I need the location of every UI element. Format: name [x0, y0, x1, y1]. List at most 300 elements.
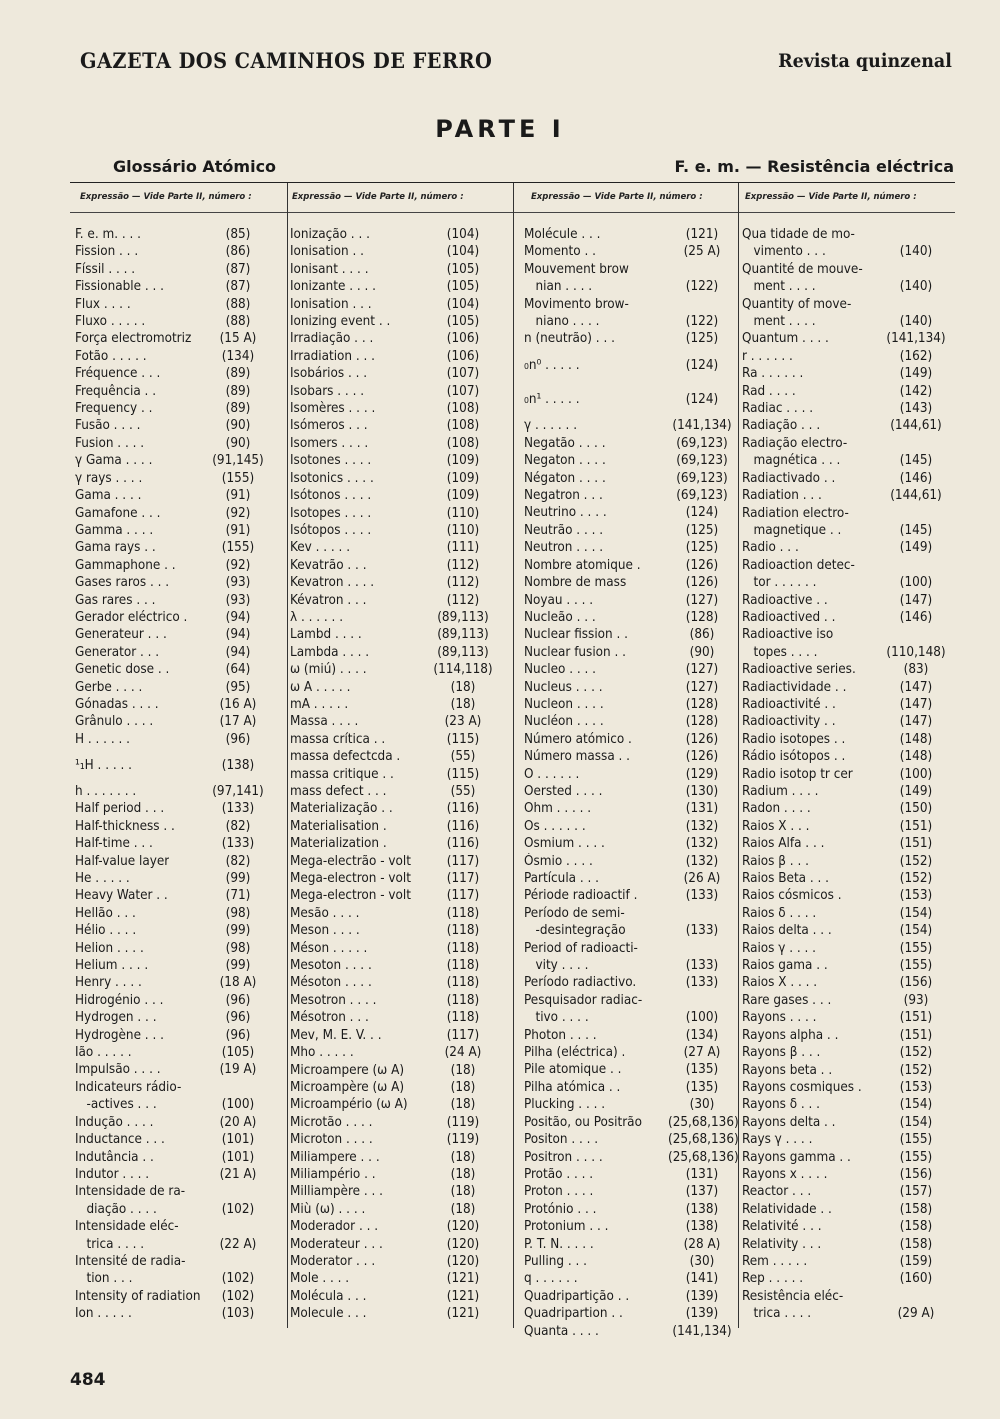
glossary-column-2 [290, 226, 494, 1323]
entry-term: Radioactivité . . [742, 696, 836, 712]
entry-term: Ionisation . . [290, 244, 364, 260]
entry-term: Movimento brow- [524, 296, 629, 312]
entry-term: Hydrogen . . . [75, 1010, 157, 1026]
entry-term: Radiação electro- [742, 435, 848, 451]
entry-reference: (133) [685, 888, 719, 904]
entry-reference: (25,68,136) [668, 1114, 739, 1130]
glossary-entry [75, 974, 267, 991]
entry-reference: (122) [685, 314, 719, 330]
glossary-entry [524, 1253, 736, 1270]
entry-reference: (124) [685, 392, 719, 408]
entry-reference: (101) [221, 1149, 255, 1165]
entry-reference: (100) [899, 766, 933, 782]
entry-term: Kevatrão . . . [290, 557, 367, 573]
entry-term: Rayons alpha . . [742, 1027, 839, 1043]
entry-term: Generator . . . [75, 644, 160, 660]
glossary-entry [75, 696, 267, 713]
entry-reference: (117) [446, 871, 480, 887]
entry-term: ment . . . . [742, 314, 816, 330]
entry-term: Rem . . . . . [742, 1253, 808, 1269]
entry-term: Rad . . . . [742, 383, 796, 399]
glossary-entry [742, 661, 947, 678]
glossary-entry [524, 1270, 736, 1287]
entry-term: Positão, ou Positrão [524, 1114, 642, 1130]
entry-term: Lambda . . . . [290, 644, 370, 660]
entry-term: Radiação . . . [742, 418, 821, 434]
entry-term: Neutrão . . . . [524, 522, 604, 538]
glossary-entry [742, 1305, 947, 1322]
column-separator [287, 183, 288, 1328]
entry-reference: (18) [450, 1201, 476, 1217]
glossary-range: F. e. m. — Resistência eléctrica [674, 157, 954, 176]
glossary-entry [524, 522, 736, 539]
glossary-entry [742, 1166, 947, 1183]
entry-term: massa defectcda . [290, 749, 401, 765]
glossary-entry [290, 1114, 494, 1131]
glossary-entry [290, 1253, 494, 1270]
entry-term: Méson . . . . . [290, 940, 368, 956]
entry-term: Indicateurs rádio- [75, 1079, 182, 1095]
entry-term: Pilha atómica . . [524, 1079, 621, 1095]
entry-term: Heavy Water . . [75, 888, 168, 904]
entry-reference: (55) [450, 749, 476, 765]
glossary-entry [75, 679, 267, 696]
entry-reference: (107) [446, 366, 480, 382]
entry-term: Isomères . . . . [290, 401, 376, 417]
entry-term: Impulsão . . . . [75, 1062, 161, 1078]
glossary-entry [290, 1149, 494, 1166]
glossary-entry [75, 417, 267, 434]
entry-term: Moderateur . . . [290, 1236, 383, 1252]
glossary-entry [524, 853, 736, 870]
glossary-entry [742, 679, 947, 696]
entry-term: Radio isotop tr cer [742, 766, 853, 782]
entry-reference: (83) [903, 662, 929, 678]
entry-term: Oersted . . . . [524, 783, 603, 799]
entry-reference: (141,134) [886, 331, 946, 347]
entry-term: Période radioactif . [524, 888, 638, 904]
entry-term: Rayons δ . . . [742, 1097, 821, 1113]
entry-reference: (109) [446, 470, 480, 486]
glossary-entry [290, 922, 494, 939]
glossary-entry [524, 940, 736, 957]
glossary-entry [75, 470, 267, 487]
entry-term: Helium . . . . [75, 958, 149, 974]
glossary-entry [290, 574, 494, 591]
entry-term: Mésotron . . . [290, 1010, 369, 1026]
glossary-entry [290, 261, 494, 278]
entry-reference: (152) [899, 853, 933, 869]
glossary-entry [742, 243, 947, 260]
glossary-entry [75, 296, 267, 313]
glossary-entry [742, 313, 947, 330]
glossary-entry [742, 522, 947, 539]
entry-reference: (17 A) [219, 714, 257, 730]
entry-term: Rep . . . . . [742, 1271, 804, 1287]
glossary-entry [75, 1096, 267, 1113]
glossary-entry [290, 1044, 494, 1061]
glossary-entry [75, 400, 267, 417]
glossary-entry [75, 435, 267, 452]
entry-reference: (124) [685, 505, 719, 521]
entry-reference: (30) [689, 1253, 715, 1269]
entry-reference: (135) [685, 1079, 719, 1095]
entry-term: magnetique . . [742, 522, 842, 538]
entry-term: Gamafone . . . [75, 505, 161, 521]
glossary-entry [75, 226, 267, 243]
glossary-column-3 [524, 226, 739, 1340]
glossary-entry [75, 870, 267, 887]
entry-term: Milliampère . . . [290, 1184, 383, 1200]
entry-reference: (153) [899, 888, 933, 904]
glossary-entry [75, 522, 267, 539]
entry-reference: (155) [899, 958, 933, 974]
entry-reference: (102) [221, 1271, 255, 1287]
glossary-entry [742, 748, 947, 765]
entry-reference: (132) [685, 836, 719, 852]
entry-term: O . . . . . . [524, 766, 580, 782]
entry-reference: (104) [446, 296, 480, 312]
entry-term: Gerador eléctrico . [75, 609, 188, 625]
glossary-entry [524, 713, 736, 730]
glossary-entry [742, 261, 947, 278]
glossary-entry [290, 940, 494, 957]
glossary-entry [524, 1305, 736, 1322]
entry-reference: (92) [225, 557, 251, 573]
glossary-entry [290, 417, 494, 434]
entry-reference: (96) [225, 1010, 251, 1026]
entry-reference: (144,61) [890, 418, 942, 434]
entry-term: Raios X . . . [742, 818, 810, 834]
entry-reference: (148) [899, 749, 933, 765]
entry-reference: (116) [446, 836, 480, 852]
entry-term: Raios Alfa . . . [742, 836, 825, 852]
entry-term: Rayons x . . . . [742, 1166, 828, 1182]
entry-term: Gerbe . . . . [75, 679, 143, 695]
entry-reference: (159) [899, 1253, 933, 1269]
entry-reference: (101) [221, 1132, 255, 1148]
glossary-entry [742, 1201, 947, 1218]
column-header-4: Expressão — Vide Parte II, número : [745, 192, 917, 202]
entry-term: Nucleão . . . [524, 609, 596, 625]
entry-reference: (69,123) [676, 453, 728, 469]
entry-reference: (18) [450, 696, 476, 712]
entry-reference: (139) [685, 1288, 719, 1304]
entry-term: Protão . . . . [524, 1166, 594, 1182]
entry-term: Ra . . . . . . [742, 366, 804, 382]
entry-term: Mesão . . . . [290, 905, 360, 921]
entry-reference: (127) [685, 662, 719, 678]
entry-term: trica . . . . [742, 1306, 812, 1322]
entry-term: Ion . . . . . [75, 1306, 132, 1322]
glossary-entry [75, 1149, 267, 1166]
entry-term: Raios cósmicos . [742, 888, 842, 904]
entry-term: Isotones . . . . [290, 453, 372, 469]
glossary-entry [75, 1183, 267, 1200]
entry-term: Hidrogénio . . . [75, 992, 164, 1008]
entry-term: ¹₁H . . . . . [75, 757, 132, 773]
column-header-3: Expressão — Vide Parte II, número : [531, 192, 703, 202]
entry-term: Raios X . . . . [742, 975, 818, 991]
glossary-entry [75, 626, 267, 643]
entry-term: P. T. N. . . . . [524, 1236, 594, 1252]
entry-reference: (96) [225, 992, 251, 1008]
glossary-entry [742, 905, 947, 922]
entry-term: Força electromotriz [75, 331, 192, 347]
entry-term: Período radiactivo. [524, 975, 637, 991]
entry-term: Intensity of radiation [75, 1288, 201, 1304]
glossary-entry [290, 226, 494, 243]
entry-reference: (90) [225, 435, 251, 451]
entry-term: Nombre atomique . [524, 557, 641, 573]
entry-reference: (19 A) [219, 1062, 257, 1078]
entry-reference: (112) [446, 575, 480, 591]
glossary-entry [742, 1114, 947, 1131]
glossary-entry [524, 243, 736, 260]
glossary-entry [290, 435, 494, 452]
entry-reference: (156) [899, 1166, 933, 1182]
entry-term: Kev . . . . . [290, 540, 351, 556]
entry-term: Indutor . . . . [75, 1166, 150, 1182]
entry-term: tion . . . [75, 1271, 133, 1287]
glossary-entry [290, 1131, 494, 1148]
entry-reference: (85) [225, 227, 251, 242]
entry-reference: (28 A) [683, 1236, 721, 1252]
entry-reference: (93) [225, 592, 251, 608]
entry-reference: (29 A) [897, 1306, 935, 1322]
glossary-entry [290, 748, 494, 765]
entry-term: Quadripartion . . [524, 1306, 623, 1322]
glossary-entry [290, 731, 494, 748]
entry-reference: (18) [450, 1149, 476, 1165]
entry-reference: (109) [446, 488, 480, 504]
entry-reference: (145) [899, 522, 933, 538]
journal-periodicity: Revista quinzenal [778, 50, 952, 72]
glossary-entry [524, 348, 736, 383]
glossary-entry [75, 1305, 267, 1322]
entry-term: Intensidade eléc- [75, 1219, 179, 1235]
entry-reference: (126) [685, 749, 719, 765]
entry-term: Materialização . . [290, 801, 393, 817]
glossary-entry [524, 1061, 736, 1078]
entry-term: Isotonics . . . . [290, 470, 374, 486]
entry-term: Isómeros . . . [290, 418, 368, 434]
entry-reference: (121) [685, 227, 719, 242]
entry-term: Nombre de mass [524, 575, 627, 591]
entry-reference: (117) [446, 853, 480, 869]
entry-term: Fusão . . . . [75, 418, 141, 434]
glossary-entry [290, 1096, 494, 1113]
glossary-entry [524, 905, 736, 922]
entry-reference: (125) [685, 540, 719, 556]
entry-reference: (26 A) [683, 871, 721, 886]
entry-term: Noyau . . . . [524, 592, 594, 608]
entry-term: Relatividade . . [742, 1201, 832, 1217]
entry-term: ₀n¹ . . . . . [524, 392, 580, 408]
glossary-entry [75, 348, 267, 365]
glossary-entry [524, 261, 736, 278]
entry-term: Intensidade de ra- [75, 1184, 186, 1200]
entry-term: Rádio isótopos . . [742, 749, 846, 765]
glossary-entry [742, 922, 947, 939]
entry-term: mA . . . . . [290, 696, 349, 712]
entry-term: Gammaphone . . [75, 557, 176, 573]
entry-term: He . . . . . [75, 871, 130, 887]
glossary-entry [742, 1044, 947, 1061]
entry-term: Hydrogène . . . [75, 1027, 164, 1043]
entry-term: Relativity . . . [742, 1236, 822, 1252]
glossary-entry [290, 609, 494, 626]
entry-term: Radio isotopes . . [742, 731, 846, 747]
glossary-column-4 [742, 226, 947, 1323]
entry-term: vimento . . . [742, 244, 826, 260]
glossary-entry [75, 905, 267, 922]
glossary-entry [290, 679, 494, 696]
entry-reference: (153) [899, 1079, 933, 1095]
glossary-entry [75, 922, 267, 939]
entry-reference: (144,61) [890, 488, 942, 504]
glossary-entry [524, 1131, 739, 1148]
entry-reference: (98) [225, 940, 251, 956]
entry-term: Gónadas . . . . [75, 696, 159, 712]
glossary-entry [75, 452, 267, 469]
glossary-entry [290, 243, 494, 260]
entry-reference: (18) [450, 1079, 476, 1095]
glossary-entry [75, 818, 267, 835]
entry-reference: (30) [689, 1097, 715, 1113]
entry-reference: (126) [685, 557, 719, 573]
entry-term: Gamma . . . . [75, 522, 154, 538]
entry-term: Irradiação . . . [290, 331, 374, 347]
glossary-entry [524, 1079, 736, 1096]
glossary-entry [75, 574, 267, 591]
entry-reference: (146) [899, 470, 933, 486]
entry-term: Radon . . . . [742, 801, 811, 817]
glossary-entry [290, 766, 494, 783]
entry-term: Rayons gamma . . [742, 1149, 851, 1165]
entry-term: F. e. m. . . . [75, 227, 142, 242]
entry-reference: (134) [221, 348, 255, 364]
glossary-entry [524, 766, 736, 783]
entry-reference: (120) [446, 1253, 480, 1269]
glossary-entry [742, 1096, 947, 1113]
entry-term: Nucléon . . . . [524, 714, 604, 730]
glossary-entry [742, 974, 947, 991]
entry-reference: (116) [446, 818, 480, 834]
column-separator [513, 183, 514, 1328]
entry-term: Ohm . . . . . [524, 801, 592, 817]
glossary-entry [290, 400, 494, 417]
entry-term: Microton . . . . [290, 1132, 373, 1148]
entry-term: Qua tidade de mo- [742, 227, 855, 242]
entry-term: Radium . . . . [742, 784, 819, 799]
entry-reference: (151) [899, 818, 933, 834]
glossary-entry [524, 661, 736, 678]
glossary-entry [742, 853, 947, 870]
entry-term: Nucleo . . . . [524, 662, 597, 678]
entry-term: -actives . . . [75, 1097, 157, 1113]
entry-term: Half-thickness . . [75, 818, 175, 834]
glossary-entry [524, 313, 736, 330]
entry-reference: (138) [685, 1201, 719, 1217]
entry-reference: (107) [446, 383, 480, 399]
entry-reference: (130) [685, 783, 719, 799]
glossary-entry [524, 922, 736, 939]
glossary-entry [290, 853, 494, 870]
entry-term: Ionizing event . . [290, 314, 391, 330]
entry-term: Neutron . . . . [524, 540, 604, 556]
entry-reference: (135) [685, 1062, 719, 1078]
entry-term: Raios delta . . . [742, 923, 832, 939]
entry-term: Radioactive iso [742, 627, 834, 643]
glossary-entry [524, 1183, 736, 1200]
entry-reference: (124) [685, 357, 719, 373]
entry-term: Microampere (ω A) [290, 1062, 405, 1078]
glossary-entry [524, 1236, 736, 1253]
entry-term: Hélio . . . . [75, 923, 137, 939]
entry-reference: (25,68,136) [668, 1149, 739, 1165]
entry-reference: (155) [899, 940, 933, 956]
glossary-entry [524, 974, 736, 991]
glossary-entry [290, 835, 494, 852]
glossary-entry [524, 1027, 736, 1044]
glossary-entry [742, 818, 947, 835]
glossary-entry [524, 818, 736, 835]
entry-reference: (152) [899, 871, 933, 887]
glossary-entry [742, 487, 947, 504]
entry-term: Positron . . . . [524, 1149, 603, 1165]
entry-reference: (115) [446, 731, 480, 747]
entry-term: Isobars . . . . [290, 383, 365, 399]
entry-term: Nuclear fission . . [524, 627, 628, 643]
entry-reference: (94) [225, 609, 251, 625]
glossary-entry [290, 887, 494, 904]
entry-reference: (93) [903, 992, 929, 1008]
glossary-entry [75, 1027, 267, 1044]
entry-term: Nucleus . . . . [524, 679, 603, 695]
entry-term: Número massa . . [524, 749, 631, 765]
entry-term: Físsil . . . . [75, 261, 136, 277]
entry-reference: (119) [446, 1132, 480, 1148]
entry-reference: (149) [899, 540, 933, 556]
entry-reference: (158) [899, 1219, 933, 1235]
entry-term: -desintegração [524, 923, 626, 939]
entry-term: Meson . . . . [290, 923, 360, 939]
entry-term: Radiactivado . . [742, 470, 836, 486]
entry-term: Flux . . . . [75, 296, 131, 312]
entry-reference: (158) [899, 1236, 933, 1252]
entry-term: Indução . . . . [75, 1114, 154, 1130]
entry-term: Radiactividade . . [742, 679, 847, 695]
glossary-entry [290, 644, 494, 661]
entry-term: Radioaction detec- [742, 557, 855, 573]
entry-reference: (133) [221, 801, 255, 817]
glossary-entry [290, 783, 494, 800]
entry-reference: (118) [446, 940, 480, 956]
entry-term: Materialization . [290, 836, 387, 852]
glossary-entry [742, 644, 947, 661]
glossary-entry [290, 1288, 494, 1305]
entry-term: Microampério (ω A) [290, 1097, 408, 1113]
glossary-entry [524, 470, 736, 487]
glossary-entry [524, 679, 736, 696]
entry-reference: (99) [225, 923, 251, 939]
glossary-entry [290, 557, 494, 574]
entry-reference: (156) [899, 975, 933, 991]
entry-term: Mésoton . . . . [290, 975, 372, 991]
glossary-entry [290, 452, 494, 469]
glossary-entry [524, 731, 736, 748]
